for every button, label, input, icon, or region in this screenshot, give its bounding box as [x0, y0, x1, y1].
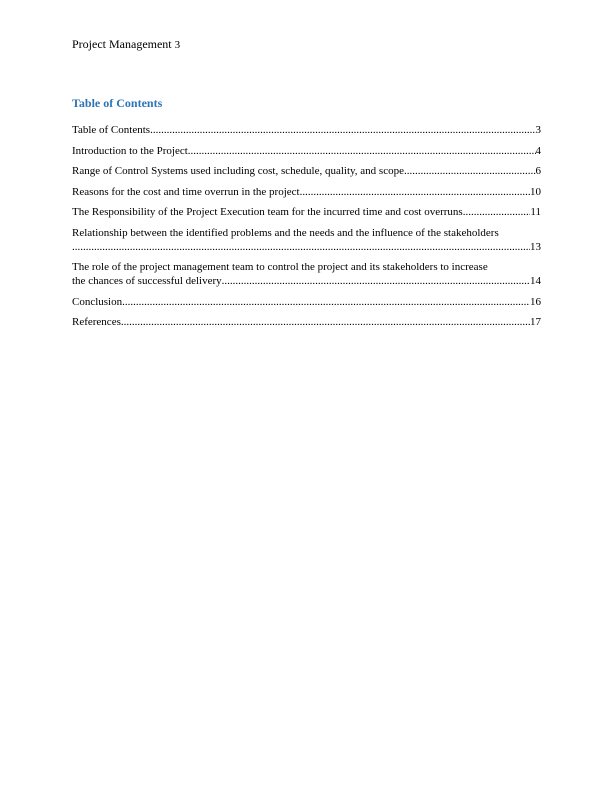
toc-entry-page: 17	[530, 316, 541, 328]
toc-dot-leader	[404, 164, 536, 178]
toc-dot-leader	[222, 274, 530, 288]
table-of-contents	[72, 123, 541, 336]
toc-entry-page: 14	[530, 275, 541, 287]
toc-dot-leader	[72, 240, 530, 254]
toc-entry-title: Reasons for the cost and time overrun in the project	[72, 185, 300, 198]
toc-entry-page: 3	[535, 124, 541, 136]
toc-entry-title: Conclusion	[72, 295, 123, 308]
toc-entry-page: 10	[530, 185, 541, 198]
toc-entry-conclusion[interactable]	[72, 295, 541, 309]
toc-entry-control-systems[interactable]	[72, 164, 541, 178]
toc-entry-title: References	[72, 316, 121, 328]
page-header	[72, 37, 180, 52]
toc-entry-references[interactable]	[72, 315, 541, 329]
toc-entry-table-of-contents[interactable]	[72, 123, 541, 137]
toc-entry-title: The Responsibility of the Project Execution team for the incurred time and cost overruns	[72, 206, 463, 218]
toc-dot-leader	[121, 315, 530, 329]
toc-entry-introduction[interactable]	[72, 144, 541, 158]
toc-dot-leader	[300, 185, 530, 199]
toc-dot-leader	[463, 205, 531, 219]
toc-entry-page: 13	[530, 240, 541, 253]
header-page-number: 3	[174, 39, 181, 51]
toc-entry-title: Relationship between the identified problems and the needs and the influence of the stakeholders	[72, 226, 499, 239]
toc-heading: Table of Contents	[72, 96, 163, 110]
toc-entry-execution-team-responsibility[interactable]	[72, 205, 541, 219]
toc-entry-page: 11	[530, 206, 541, 218]
toc-entry-project-management-role[interactable]	[72, 260, 541, 288]
toc-entry-title-continued: the chances of successful delivery	[72, 275, 222, 287]
toc-entry-title: The role of the project management team to control the project and its stakeholders to increase	[72, 261, 488, 273]
toc-entry-page: 16	[530, 295, 541, 308]
toc-entry-title: Introduction to the Project	[72, 144, 188, 157]
toc-entry-overrun-reasons[interactable]	[72, 185, 541, 199]
toc-entry-stakeholder-relationship[interactable]	[72, 226, 541, 254]
header-title: Project Management	[72, 37, 172, 51]
toc-dot-leader	[150, 123, 535, 137]
toc-entry-page: 4	[535, 144, 541, 157]
toc-dot-leader	[122, 295, 530, 309]
toc-entry-title: Table of Contents	[72, 124, 151, 136]
toc-dot-leader	[188, 144, 536, 158]
toc-entry-page: 6	[535, 165, 541, 177]
toc-entry-title: Range of Control Systems used including cost, schedule, quality, and scope	[72, 165, 404, 177]
